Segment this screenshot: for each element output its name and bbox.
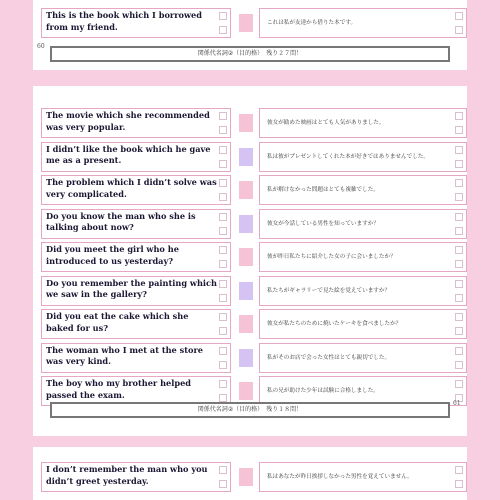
checkbox[interactable] <box>455 12 463 20</box>
checkbox[interactable] <box>219 394 227 402</box>
question-row <box>41 462 467 492</box>
page-number: 60 <box>37 43 45 50</box>
english-sentence-box <box>41 242 231 272</box>
checkbox[interactable] <box>455 126 463 134</box>
japanese-sentence-box <box>259 462 467 492</box>
english-sentence: This is the book which I borrowed from my friend. <box>46 10 202 32</box>
checkbox[interactable] <box>219 126 227 134</box>
remaining-banner: 関係代名詞②（目的格） 残り２７問！ <box>50 46 450 62</box>
checkbox[interactable] <box>455 260 463 268</box>
worksheet-page-middle <box>33 86 467 436</box>
question-row <box>41 142 467 172</box>
question-row <box>41 242 467 272</box>
pink-marker <box>239 14 253 32</box>
english-sentence: The problem which I didn’t solve was very complicated. <box>46 177 217 199</box>
english-sentence: I don’t remember the man who you didn’t greet yesterday. <box>46 464 208 486</box>
checkbox[interactable] <box>455 26 463 34</box>
checkbox[interactable] <box>455 480 463 488</box>
japanese-sentence-box <box>259 343 467 373</box>
purple-marker <box>239 282 253 300</box>
pink-marker <box>239 181 253 199</box>
japanese-sentence-box <box>259 175 467 205</box>
checkbox[interactable] <box>455 227 463 235</box>
pink-marker <box>239 315 253 333</box>
checkbox[interactable] <box>455 246 463 254</box>
japanese-sentence: 彼女が勧めた映画はとても人気がありました。 <box>267 120 385 126</box>
japanese-sentence-box <box>259 108 467 138</box>
english-sentence-box <box>41 343 231 373</box>
checkbox[interactable] <box>219 280 227 288</box>
checkbox[interactable] <box>219 347 227 355</box>
worksheet-page-top <box>33 0 467 70</box>
checkbox[interactable] <box>219 146 227 154</box>
pink-marker <box>239 114 253 132</box>
checkbox[interactable] <box>219 260 227 268</box>
checkbox[interactable] <box>219 313 227 321</box>
english-sentence-box <box>41 209 231 239</box>
page-number: 61 <box>453 400 461 407</box>
english-sentence-box <box>41 462 231 492</box>
japanese-sentence-box <box>259 142 467 172</box>
checkbox[interactable] <box>219 246 227 254</box>
checkbox[interactable] <box>455 213 463 221</box>
checkbox[interactable] <box>455 380 463 388</box>
japanese-sentence: 私の兄が助けた少年は試験に合格しました。 <box>267 388 379 394</box>
english-sentence-box <box>41 309 231 339</box>
english-sentence: I didn’t like the book which he gave me as a present. <box>46 143 211 165</box>
checkbox[interactable] <box>219 227 227 235</box>
japanese-sentence: 彼女が私たちのために焼いたケーキを食べましたか？ <box>267 321 402 327</box>
english-sentence: The boy who my brother helped passed the exam. <box>46 378 192 400</box>
remaining-banner: 関係代名詞②（目的格） 残り１８問！ <box>50 402 450 418</box>
worksheet-page-bottom <box>33 447 467 500</box>
checkbox[interactable] <box>219 160 227 168</box>
checkbox[interactable] <box>455 313 463 321</box>
checkbox[interactable] <box>219 327 227 335</box>
english-sentence-box <box>41 142 231 172</box>
question-row <box>41 309 467 339</box>
english-sentence-box <box>41 108 231 138</box>
english-sentence: Did you eat the cake which she baked for us? <box>46 311 189 333</box>
japanese-sentence: 彼女が今話している男性を知っていますか？ <box>267 220 379 227</box>
japanese-sentence: 彼が昨日私たちに紹介した女の子に会いましたか？ <box>267 254 396 260</box>
japanese-sentence: 私が解けなかった問題はとても複雑でした。 <box>267 187 379 193</box>
checkbox[interactable] <box>455 160 463 168</box>
english-sentence-box <box>41 276 231 306</box>
japanese-sentence: これは私が友達から借りた本です。 <box>267 20 357 26</box>
english-sentence: Did you meet the girl who he introduced to us yesterday? <box>46 244 179 266</box>
checkbox[interactable] <box>219 466 227 474</box>
question-row <box>41 8 467 38</box>
english-sentence: The movie which she recommended was very popular. <box>46 110 210 132</box>
japanese-sentence-box <box>259 276 467 306</box>
checkbox[interactable] <box>219 380 227 388</box>
checkbox[interactable] <box>219 213 227 221</box>
english-sentence: The woman who I met at the store was very kind. <box>46 344 203 366</box>
english-sentence: Do you remember the painting which we saw in the gallery? <box>46 277 217 299</box>
checkbox[interactable] <box>455 112 463 120</box>
checkbox[interactable] <box>455 193 463 201</box>
checkbox[interactable] <box>455 347 463 355</box>
checkbox[interactable] <box>219 294 227 302</box>
checkbox[interactable] <box>219 480 227 488</box>
checkbox[interactable] <box>219 112 227 120</box>
checkbox[interactable] <box>455 466 463 474</box>
purple-marker <box>239 148 253 166</box>
japanese-sentence-box <box>259 309 467 339</box>
purple-marker <box>239 349 253 367</box>
japanese-sentence: 私たちがギャラリーで見た絵を覚えていますか？ <box>267 287 391 294</box>
checkbox[interactable] <box>455 280 463 288</box>
question-row <box>41 343 467 373</box>
checkbox[interactable] <box>455 361 463 369</box>
japanese-sentence: 私がそのお店で会った女性はとても親切でした。 <box>267 354 391 361</box>
pink-marker <box>239 248 253 266</box>
english-sentence-box <box>41 8 231 38</box>
checkbox[interactable] <box>219 361 227 369</box>
question-row <box>41 175 467 205</box>
checkbox[interactable] <box>455 294 463 302</box>
question-row <box>41 108 467 138</box>
checkbox[interactable] <box>455 327 463 335</box>
checkbox[interactable] <box>219 26 227 34</box>
purple-marker <box>239 215 253 233</box>
checkbox[interactable] <box>455 146 463 154</box>
checkbox[interactable] <box>219 12 227 20</box>
question-row <box>41 276 467 306</box>
japanese-sentence-box <box>259 209 467 239</box>
japanese-sentence-box <box>259 242 467 272</box>
checkbox[interactable] <box>219 193 227 201</box>
english-sentence: Do you know the man who she is talking about now? <box>46 210 196 232</box>
question-row <box>41 209 467 239</box>
japanese-sentence: 私はあなたが昨日挨拶しなかった男性を覚えていません。 <box>267 474 413 480</box>
pink-marker <box>239 468 253 486</box>
english-sentence-box <box>41 175 231 205</box>
pink-marker <box>239 382 253 400</box>
checkbox[interactable] <box>219 179 227 187</box>
japanese-sentence-box <box>259 8 467 38</box>
japanese-sentence: 私は彼がプレゼントしてくれた本が好きではありませんでした。 <box>267 153 429 160</box>
checkbox[interactable] <box>455 179 463 187</box>
